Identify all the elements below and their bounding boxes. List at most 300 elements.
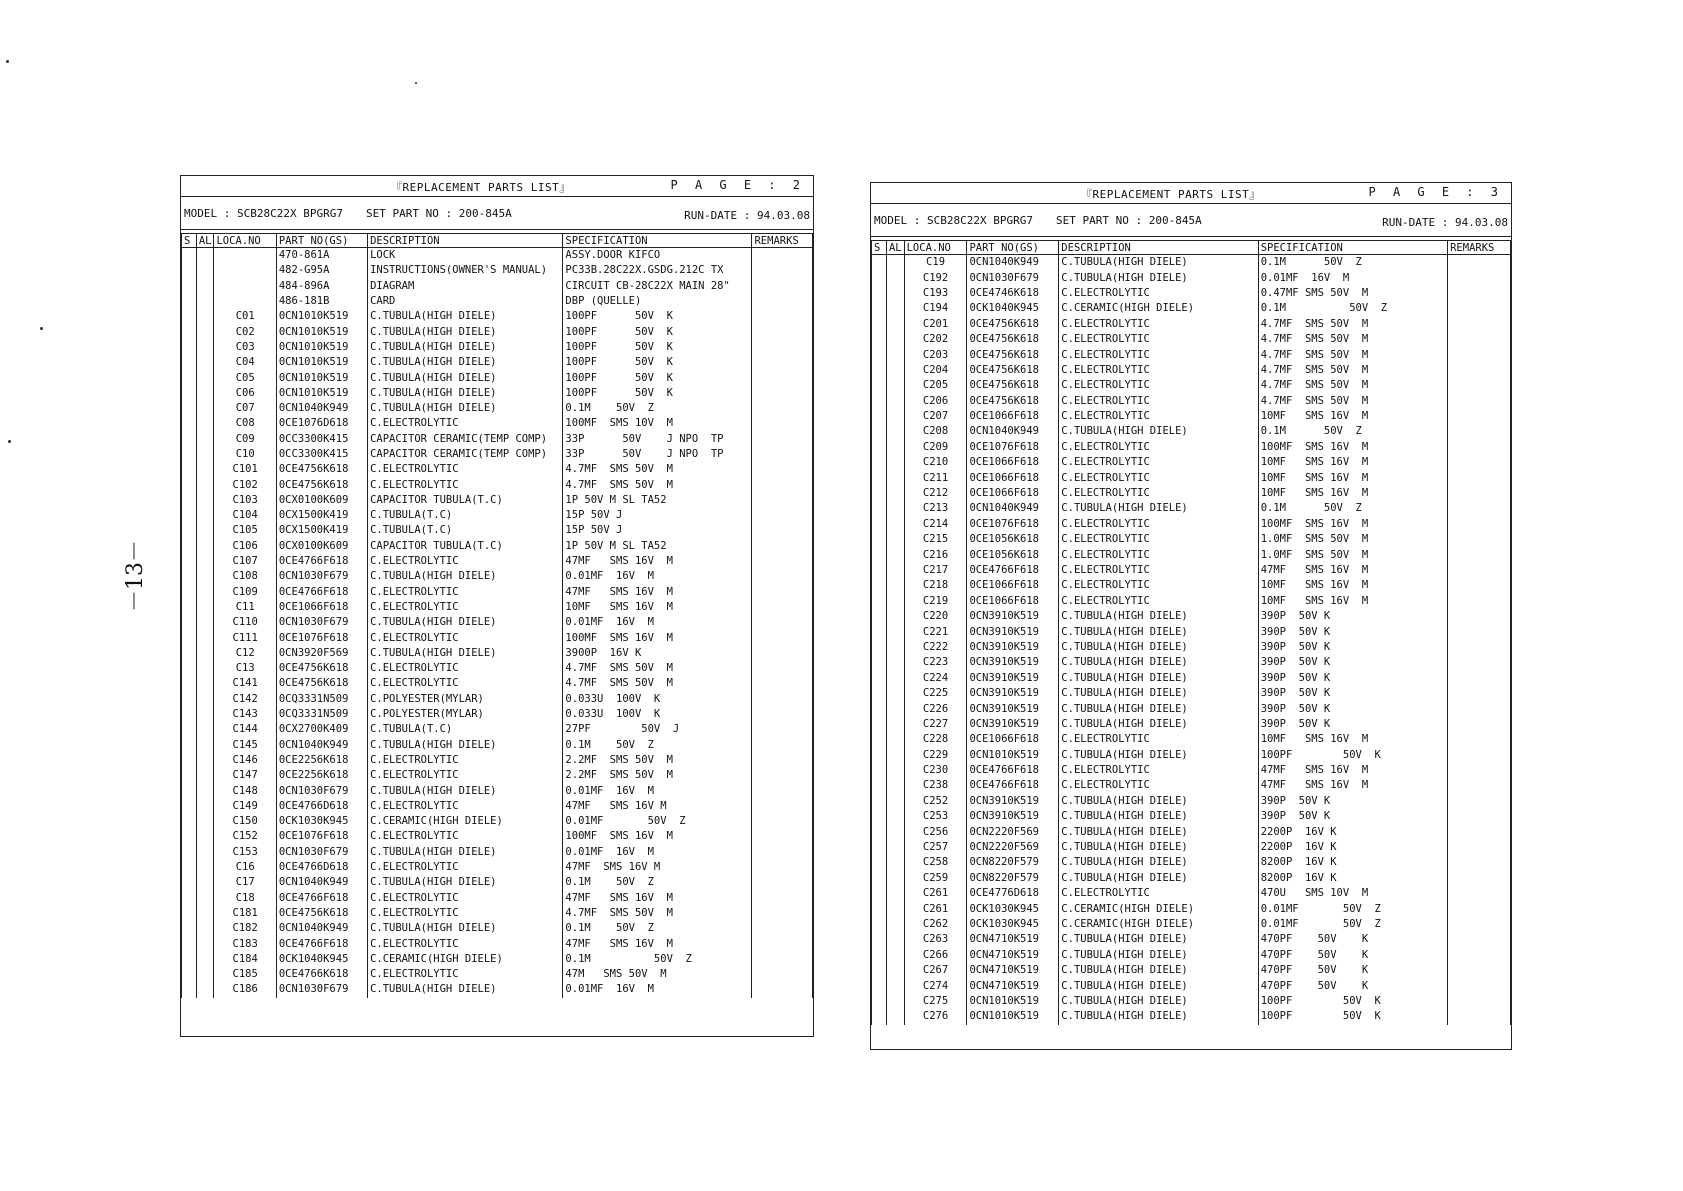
table-row bbox=[872, 655, 1511, 670]
s-cell bbox=[182, 294, 197, 309]
part-no-cell: 0CN3910K519 bbox=[967, 671, 1059, 686]
part-no-cell: 0CE1076F618 bbox=[276, 829, 367, 844]
loca-cell: C212 bbox=[904, 486, 967, 501]
table-row bbox=[872, 886, 1511, 901]
specification-cell: 47MF SMS 16V M bbox=[563, 890, 752, 905]
table-row bbox=[872, 424, 1511, 439]
remarks-cell bbox=[752, 921, 813, 936]
s-cell bbox=[182, 845, 197, 860]
loca-cell: C144 bbox=[214, 722, 276, 737]
table-row bbox=[182, 462, 813, 477]
description-cell: C.TUBULA(HIGH DIELE) bbox=[1059, 948, 1258, 963]
specification-cell: 2200P 16V K bbox=[1258, 840, 1447, 855]
loca-cell: C06 bbox=[214, 386, 276, 401]
remarks-cell bbox=[752, 569, 813, 584]
column-header: SPECIFICATION bbox=[563, 234, 752, 248]
s-cell bbox=[182, 860, 197, 875]
loca-cell: C208 bbox=[904, 424, 967, 439]
part-no-cell: 0CN1040K949 bbox=[276, 921, 367, 936]
description-cell: C.POLYESTER(MYLAR) bbox=[368, 692, 563, 707]
table-row bbox=[182, 279, 813, 294]
loca-cell: C108 bbox=[214, 569, 276, 584]
s-cell bbox=[872, 963, 887, 978]
remarks-cell bbox=[752, 967, 813, 982]
specification-cell: 8200P 16V K bbox=[1258, 871, 1447, 886]
remarks-cell bbox=[752, 768, 813, 783]
column-header: PART NO(GS) bbox=[276, 234, 367, 248]
s-cell bbox=[872, 1009, 887, 1024]
loca-cell: C216 bbox=[904, 547, 967, 562]
remarks-cell bbox=[752, 600, 813, 615]
al-cell bbox=[196, 952, 214, 967]
al-cell bbox=[196, 829, 214, 844]
s-cell bbox=[182, 340, 197, 355]
part-no-cell: 0CE2256K618 bbox=[276, 768, 367, 783]
s-cell bbox=[182, 523, 197, 538]
specification-cell: 0.1M 50V Z bbox=[563, 921, 752, 936]
description-cell: C.ELECTROLYTIC bbox=[1059, 363, 1258, 378]
table-row bbox=[182, 294, 813, 309]
al-cell bbox=[886, 871, 904, 886]
run-date-label: RUN-DATE : 94.03.08 bbox=[684, 209, 810, 222]
scan-speck bbox=[40, 327, 43, 330]
part-no-cell: 0CE4756K618 bbox=[276, 906, 367, 921]
table-row bbox=[872, 640, 1511, 655]
table-row bbox=[872, 717, 1511, 732]
description-cell: C.TUBULA(T.C) bbox=[368, 508, 563, 523]
table-row bbox=[182, 936, 813, 951]
specification-cell: 10MF SMS 16V M bbox=[1258, 578, 1447, 593]
loca-cell: C152 bbox=[214, 829, 276, 844]
al-cell bbox=[886, 794, 904, 809]
column-header: REMARKS bbox=[1448, 241, 1511, 255]
loca-cell bbox=[214, 248, 276, 264]
part-no-cell: 0CN8220F579 bbox=[967, 871, 1059, 886]
s-cell bbox=[872, 301, 887, 316]
al-cell bbox=[886, 701, 904, 716]
description-cell: C.ELECTROLYTIC bbox=[1059, 486, 1258, 501]
remarks-cell bbox=[752, 585, 813, 600]
al-cell bbox=[196, 860, 214, 875]
specification-cell: 470PF 50V K bbox=[1258, 932, 1447, 947]
description-cell: CAPACITOR TUBULA(T.C) bbox=[368, 539, 563, 554]
part-no-cell: 486-181B bbox=[276, 294, 367, 309]
s-cell bbox=[182, 738, 197, 753]
column-header: S bbox=[872, 241, 887, 255]
loca-cell: C222 bbox=[904, 640, 967, 655]
description-cell: C.ELECTROLYTIC bbox=[368, 661, 563, 676]
remarks-cell bbox=[1448, 286, 1511, 301]
table-row bbox=[872, 517, 1511, 532]
s-cell bbox=[182, 462, 197, 477]
part-no-cell: 0CE4756K618 bbox=[276, 477, 367, 492]
table-row bbox=[872, 347, 1511, 362]
part-no-cell: 0CN1030F679 bbox=[276, 615, 367, 630]
al-cell bbox=[886, 809, 904, 824]
description-cell: C.TUBULA(HIGH DIELE) bbox=[1059, 640, 1258, 655]
s-cell bbox=[182, 585, 197, 600]
s-cell bbox=[182, 936, 197, 951]
al-cell bbox=[886, 255, 904, 271]
specification-cell: 470PF 50V K bbox=[1258, 978, 1447, 993]
table-row bbox=[182, 508, 813, 523]
remarks-cell bbox=[752, 799, 813, 814]
loca-cell: C142 bbox=[214, 692, 276, 707]
specification-cell: 100PF 50V K bbox=[563, 386, 752, 401]
al-cell bbox=[886, 332, 904, 347]
remarks-cell bbox=[752, 982, 813, 997]
remarks-cell bbox=[1448, 455, 1511, 470]
description-cell: C.ELECTROLYTIC bbox=[1059, 347, 1258, 362]
loca-cell: C214 bbox=[904, 517, 967, 532]
part-no-cell: 0CN1040K949 bbox=[276, 401, 367, 416]
remarks-cell bbox=[1448, 470, 1511, 485]
remarks-cell bbox=[1448, 640, 1511, 655]
set-part-label: SET PART NO : 200-845A bbox=[366, 207, 512, 220]
s-cell bbox=[182, 539, 197, 554]
table-row bbox=[872, 901, 1511, 916]
specification-cell: 1.0MF SMS 50V M bbox=[1258, 547, 1447, 562]
specification-cell: 10MF SMS 16V M bbox=[1258, 594, 1447, 609]
al-cell bbox=[196, 386, 214, 401]
description-cell: C.TUBULA(HIGH DIELE) bbox=[368, 738, 563, 753]
loca-cell: C101 bbox=[214, 462, 276, 477]
description-cell: C.CERAMIC(HIGH DIELE) bbox=[1059, 901, 1258, 916]
specification-cell: 100MF SMS 16V M bbox=[563, 829, 752, 844]
description-cell: C.TUBULA(HIGH DIELE) bbox=[368, 324, 563, 339]
description-cell: C.ELECTROLYTIC bbox=[368, 585, 563, 600]
al-cell bbox=[196, 738, 214, 753]
scan-speck bbox=[6, 60, 9, 63]
remarks-cell bbox=[752, 447, 813, 462]
remarks-cell bbox=[1448, 732, 1511, 747]
s-cell bbox=[872, 501, 887, 516]
description-cell: C.TUBULA(HIGH DIELE) bbox=[1059, 717, 1258, 732]
column-header: REMARKS bbox=[752, 234, 813, 248]
al-cell bbox=[886, 547, 904, 562]
al-cell bbox=[886, 363, 904, 378]
table-row bbox=[182, 355, 813, 370]
remarks-cell bbox=[1448, 440, 1511, 455]
part-no-cell: 0CE1066F618 bbox=[967, 470, 1059, 485]
specification-cell: 0.1M 50V Z bbox=[1258, 301, 1447, 316]
loca-cell: C219 bbox=[904, 594, 967, 609]
remarks-cell bbox=[752, 248, 813, 264]
specification-cell: 390P 50V K bbox=[1258, 640, 1447, 655]
remarks-cell bbox=[1448, 1009, 1511, 1024]
loca-cell: C12 bbox=[214, 646, 276, 661]
parts-list-page-3 bbox=[870, 182, 1512, 1050]
table-header-row bbox=[182, 234, 813, 248]
s-cell bbox=[182, 707, 197, 722]
al-cell bbox=[886, 270, 904, 285]
description-cell: C.ELECTROLYTIC bbox=[368, 890, 563, 905]
part-no-cell: 0CE1066F618 bbox=[276, 600, 367, 615]
remarks-cell bbox=[1448, 332, 1511, 347]
description-cell: C.ELECTROLYTIC bbox=[1059, 455, 1258, 470]
s-cell bbox=[872, 317, 887, 332]
s-cell bbox=[872, 255, 887, 271]
specification-cell: 0.1M 50V Z bbox=[1258, 501, 1447, 516]
description-cell: C.TUBULA(HIGH DIELE) bbox=[1059, 824, 1258, 839]
description-cell: C.TUBULA(HIGH DIELE) bbox=[368, 615, 563, 630]
specification-cell: 0.1M 50V Z bbox=[563, 401, 752, 416]
specification-cell: 47MF SMS 16V M bbox=[1258, 778, 1447, 793]
column-header: LOCA.NO bbox=[214, 234, 276, 248]
description-cell: C.TUBULA(HIGH DIELE) bbox=[1059, 748, 1258, 763]
description-cell: C.TUBULA(HIGH DIELE) bbox=[1059, 686, 1258, 701]
loca-cell: C13 bbox=[214, 661, 276, 676]
loca-cell bbox=[214, 279, 276, 294]
part-no-cell: 0CN3910K519 bbox=[967, 640, 1059, 655]
s-cell bbox=[182, 477, 197, 492]
specification-cell: 0.1M 50V Z bbox=[1258, 255, 1447, 271]
loca-cell: C202 bbox=[904, 332, 967, 347]
s-cell bbox=[182, 783, 197, 798]
remarks-cell bbox=[1448, 748, 1511, 763]
specification-cell: 47MF SMS 16V M bbox=[563, 936, 752, 951]
description-cell: C.ELECTROLYTIC bbox=[1059, 886, 1258, 901]
al-cell bbox=[886, 1009, 904, 1024]
description-cell: C.ELECTROLYTIC bbox=[1059, 732, 1258, 747]
description-cell: C.POLYESTER(MYLAR) bbox=[368, 707, 563, 722]
al-cell bbox=[196, 462, 214, 477]
part-no-cell: 0CN1010K519 bbox=[967, 748, 1059, 763]
specification-cell: 4.7MF SMS 50V M bbox=[563, 661, 752, 676]
al-cell bbox=[886, 994, 904, 1009]
specification-cell: 390P 50V K bbox=[1258, 624, 1447, 639]
run-date-label: RUN-DATE : 94.03.08 bbox=[1382, 216, 1508, 229]
part-no-cell: 482-G95A bbox=[276, 263, 367, 278]
description-cell: C.TUBULA(HIGH DIELE) bbox=[368, 875, 563, 890]
loca-cell: C09 bbox=[214, 432, 276, 447]
al-cell bbox=[886, 932, 904, 947]
specification-cell: 100PF 50V K bbox=[1258, 748, 1447, 763]
specification-cell: 0.01MF 50V Z bbox=[563, 814, 752, 829]
description-cell: C.TUBULA(HIGH DIELE) bbox=[1059, 794, 1258, 809]
part-no-cell: 0CN1030F679 bbox=[967, 270, 1059, 285]
s-cell bbox=[182, 799, 197, 814]
table-row bbox=[872, 563, 1511, 578]
description-cell: C.TUBULA(HIGH DIELE) bbox=[1059, 655, 1258, 670]
part-no-cell: 0CN4710K519 bbox=[967, 948, 1059, 963]
loca-cell: C18 bbox=[214, 890, 276, 905]
specification-cell: 10MF SMS 16V M bbox=[563, 600, 752, 615]
part-no-cell: 0CE1076F618 bbox=[967, 517, 1059, 532]
al-cell bbox=[196, 982, 214, 997]
part-no-cell: 0CX1500K419 bbox=[276, 508, 367, 523]
part-no-cell: 0CE4746K618 bbox=[967, 286, 1059, 301]
remarks-cell bbox=[752, 860, 813, 875]
remarks-cell bbox=[1448, 624, 1511, 639]
remarks-cell bbox=[1448, 563, 1511, 578]
loca-cell: C194 bbox=[904, 301, 967, 316]
part-no-cell: 0CE4766K618 bbox=[276, 967, 367, 982]
s-cell bbox=[182, 768, 197, 783]
remarks-cell bbox=[752, 829, 813, 844]
s-cell bbox=[872, 763, 887, 778]
s-cell bbox=[872, 547, 887, 562]
table-row bbox=[872, 686, 1511, 701]
table-row bbox=[872, 609, 1511, 624]
al-cell bbox=[886, 855, 904, 870]
description-cell: C.ELECTROLYTIC bbox=[1059, 532, 1258, 547]
description-cell: C.ELECTROLYTIC bbox=[368, 799, 563, 814]
loca-cell: C143 bbox=[214, 707, 276, 722]
table-row bbox=[872, 701, 1511, 716]
loca-cell: C149 bbox=[214, 799, 276, 814]
table-row bbox=[872, 547, 1511, 562]
part-no-cell: 0CN1010K519 bbox=[967, 994, 1059, 1009]
al-cell bbox=[196, 447, 214, 462]
specification-cell: DBP (QUELLE) bbox=[563, 294, 752, 309]
part-no-cell: 0CE4766F618 bbox=[967, 563, 1059, 578]
table-row bbox=[182, 447, 813, 462]
s-cell bbox=[182, 676, 197, 691]
remarks-cell bbox=[752, 477, 813, 492]
part-no-cell: 0CN3910K519 bbox=[967, 686, 1059, 701]
remarks-cell bbox=[752, 355, 813, 370]
description-cell: CARD bbox=[368, 294, 563, 309]
table-row bbox=[182, 493, 813, 508]
part-no-cell: 0CE4766F618 bbox=[276, 554, 367, 569]
part-no-cell: 0CE4776D618 bbox=[967, 886, 1059, 901]
loca-cell: C186 bbox=[214, 982, 276, 997]
remarks-cell bbox=[1448, 655, 1511, 670]
description-cell: C.ELECTROLYTIC bbox=[368, 936, 563, 951]
al-cell bbox=[196, 646, 214, 661]
specification-cell: 4.7MF SMS 50V M bbox=[563, 676, 752, 691]
table-row bbox=[182, 386, 813, 401]
table-row bbox=[872, 824, 1511, 839]
description-cell: C.ELECTROLYTIC bbox=[1059, 563, 1258, 578]
s-cell bbox=[182, 263, 197, 278]
loca-cell: C206 bbox=[904, 394, 967, 409]
part-no-cell: 0CN8220F579 bbox=[967, 855, 1059, 870]
specification-cell: 470PF 50V K bbox=[1258, 963, 1447, 978]
s-cell bbox=[872, 978, 887, 993]
remarks-cell bbox=[752, 432, 813, 447]
table-row bbox=[872, 394, 1511, 409]
loca-cell: C217 bbox=[904, 563, 967, 578]
part-no-cell: 0CE4756K618 bbox=[276, 676, 367, 691]
column-header: S bbox=[182, 234, 197, 248]
description-cell: CAPACITOR CERAMIC(TEMP COMP) bbox=[368, 447, 563, 462]
s-cell bbox=[182, 370, 197, 385]
table-row bbox=[182, 768, 813, 783]
description-cell: C.ELECTROLYTIC bbox=[368, 906, 563, 921]
al-cell bbox=[196, 539, 214, 554]
table-row bbox=[872, 855, 1511, 870]
s-cell bbox=[872, 655, 887, 670]
loca-cell: C267 bbox=[904, 963, 967, 978]
al-cell bbox=[886, 424, 904, 439]
table-row bbox=[182, 952, 813, 967]
specification-cell: 390P 50V K bbox=[1258, 609, 1447, 624]
description-cell: C.ELECTROLYTIC bbox=[1059, 594, 1258, 609]
specification-cell: 47MF SMS 16V M bbox=[1258, 763, 1447, 778]
s-cell bbox=[872, 994, 887, 1009]
s-cell bbox=[182, 324, 197, 339]
part-no-cell: 0CE2256K618 bbox=[276, 753, 367, 768]
remarks-cell bbox=[752, 508, 813, 523]
specification-cell: 4.7MF SMS 50V M bbox=[1258, 394, 1447, 409]
s-cell bbox=[872, 886, 887, 901]
remarks-cell bbox=[1448, 378, 1511, 393]
table-row bbox=[182, 340, 813, 355]
al-cell bbox=[196, 432, 214, 447]
description-cell: C.ELECTROLYTIC bbox=[368, 554, 563, 569]
loca-cell: C205 bbox=[904, 378, 967, 393]
part-no-cell: 0CN1010K519 bbox=[967, 1009, 1059, 1024]
loca-cell: C111 bbox=[214, 630, 276, 645]
s-cell bbox=[872, 347, 887, 362]
description-cell: C.ELECTROLYTIC bbox=[1059, 763, 1258, 778]
s-cell bbox=[872, 409, 887, 424]
part-no-cell: 0CE4756K618 bbox=[967, 363, 1059, 378]
al-cell bbox=[886, 594, 904, 609]
table-row bbox=[872, 778, 1511, 793]
page-number: 2 bbox=[792, 178, 805, 192]
description-cell: C.TUBULA(HIGH DIELE) bbox=[368, 845, 563, 860]
specification-cell: 4.7MF SMS 50V M bbox=[1258, 363, 1447, 378]
al-cell bbox=[196, 294, 214, 309]
al-cell bbox=[886, 517, 904, 532]
al-cell bbox=[196, 799, 214, 814]
set-part-label: SET PART NO : 200-845A bbox=[1056, 214, 1202, 227]
s-cell bbox=[872, 424, 887, 439]
remarks-cell bbox=[1448, 547, 1511, 562]
part-no-cell: 0CN1010K519 bbox=[276, 355, 367, 370]
description-cell: C.TUBULA(HIGH DIELE) bbox=[1059, 1009, 1258, 1024]
model-label: MODEL : SCB28C22X BPGRG7 bbox=[184, 207, 343, 220]
part-no-cell: 0CN3910K519 bbox=[967, 701, 1059, 716]
remarks-cell bbox=[1448, 871, 1511, 886]
part-no-cell: 0CE4766D618 bbox=[276, 860, 367, 875]
specification-cell: 1P 50V M SL TA52 bbox=[563, 539, 752, 554]
part-no-cell: 0CE4766F618 bbox=[276, 585, 367, 600]
al-cell bbox=[886, 686, 904, 701]
al-cell bbox=[886, 470, 904, 485]
remarks-cell bbox=[752, 646, 813, 661]
loca-cell: C221 bbox=[904, 624, 967, 639]
description-cell: C.TUBULA(HIGH DIELE) bbox=[1059, 978, 1258, 993]
loca-cell: C203 bbox=[904, 347, 967, 362]
loca-cell: C224 bbox=[904, 671, 967, 686]
specification-cell: 4.7MF SMS 50V M bbox=[1258, 378, 1447, 393]
table-row bbox=[872, 255, 1511, 271]
part-no-cell: 0CQ3331N509 bbox=[276, 707, 367, 722]
part-no-cell: 0CN3910K519 bbox=[967, 809, 1059, 824]
s-cell bbox=[872, 948, 887, 963]
specification-cell: 0.1M 50V Z bbox=[563, 738, 752, 753]
remarks-cell bbox=[752, 279, 813, 294]
description-cell: C.TUBULA(HIGH DIELE) bbox=[1059, 255, 1258, 271]
loca-cell: C258 bbox=[904, 855, 967, 870]
table-row bbox=[182, 829, 813, 844]
remarks-cell bbox=[1448, 840, 1511, 855]
table-row bbox=[872, 978, 1511, 993]
specification-cell: 15P 50V J bbox=[563, 508, 752, 523]
part-no-cell: 0CE1066F618 bbox=[967, 455, 1059, 470]
remarks-cell bbox=[752, 294, 813, 309]
al-cell bbox=[886, 901, 904, 916]
s-cell bbox=[872, 270, 887, 285]
description-cell: C.TUBULA(HIGH DIELE) bbox=[368, 783, 563, 798]
part-no-cell: 0CK1040K945 bbox=[967, 301, 1059, 316]
specification-cell: 0.01MF 16V M bbox=[1258, 270, 1447, 285]
part-no-cell: 0CN1040K949 bbox=[967, 424, 1059, 439]
